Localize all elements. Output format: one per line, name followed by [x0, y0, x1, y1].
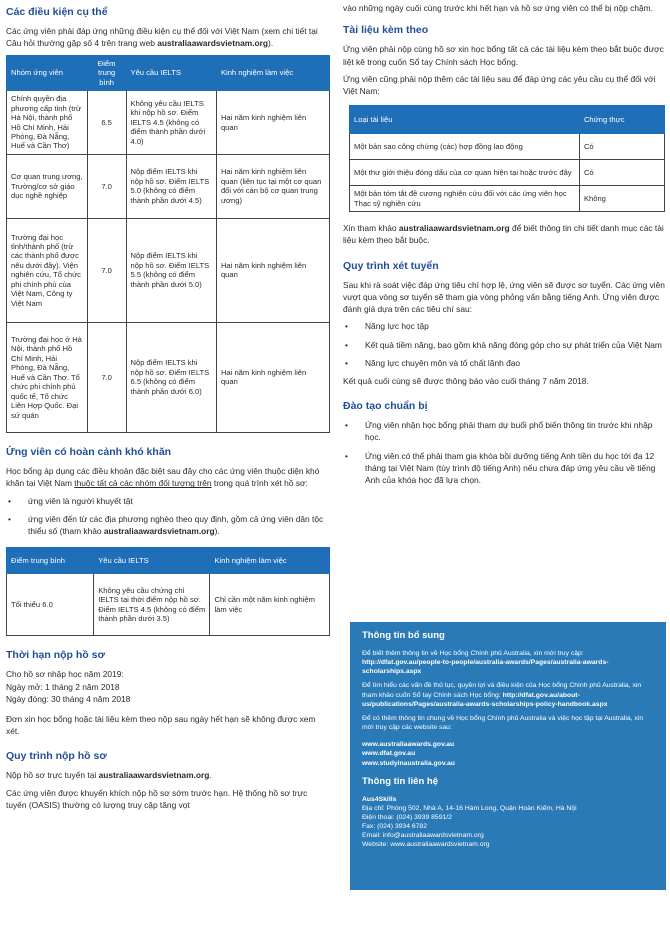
contact-org: Aus4Skills — [362, 795, 397, 803]
deadline-line: Cho hồ sơ nhập học năm 2019: — [6, 669, 124, 680]
deadline-open: Ngày mở: 1 tháng 2 năm 2018 — [6, 681, 120, 692]
selection-p1: Sau khi rà soát việc đáp ứng tiêu chí hợp lệ, ứng viên sẽ được sơ tuyển. Các ứng viên vượt qua vòng sơ tuyển sẽ tham gia vòng phỏng vấn bằng tiếng Anh. Ứng viên được đánh giá dựa trên các tiêu chí sau: — [343, 279, 665, 315]
table-row: Một thư giới thiệu đóng dấu của cơ quan hiện tại hoặc trước đây Có — [350, 160, 665, 186]
attachments-heading: Tài liệu kèm theo — [343, 24, 429, 37]
policy-handbook-link[interactable]: http://dfat.gov.au/about-us/publications/Pages/australia-awards-scholarships-policy-handbook.aspx — [362, 691, 608, 708]
col-header: Yêu cầu IELTS — [126, 55, 216, 90]
dfat-awards-link[interactable]: http://dfat.gov.au/people-to-people/australia-awards/Pages/australia-awards-scholarships.aspx — [362, 658, 609, 676]
website-link[interactable]: australiaawardsvietnam.org — [398, 223, 510, 234]
training-list — [343, 419, 665, 486]
attachments-p2: Ứng viên cũng phải nộp thêm các tài liệu sau để đáp ứng các yêu cầu cụ thể đối với Việt Nam: — [343, 73, 656, 96]
table-header-row — [7, 548, 330, 574]
disadvantaged-heading: Ứng viên có hoàn cảnh khó khăn — [6, 445, 172, 458]
deadline-heading: Thời hạn nộp hồ sơ — [6, 649, 105, 662]
list-item: • Kết quả tiềm năng, bao gồm khả năng đóng góp cho sự phát triển của Việt Nam — [343, 339, 665, 351]
contact-email[interactable]: Email: info@australiaawardsvietnam.org — [362, 832, 484, 840]
selection-heading: Quy trình xét tuyển — [343, 259, 439, 272]
website-link[interactable]: www.dfat.gov.au — [362, 750, 416, 758]
disadvantaged-table — [6, 547, 330, 636]
process-p1: Nộp hồ sơ trực tuyến tại australiaawardsvietnam.org. — [6, 770, 212, 781]
contact-title: Thông tin liên hệ — [362, 775, 438, 787]
list-item: • Năng lực học tập — [343, 320, 665, 332]
list-item: • ứng viên đến từ các địa phương nghèo theo quy định, gồm cả ứng viên dân tộc thiểu số (tham khảo australiaawardsvietnam.org). — [6, 513, 330, 537]
website-link[interactable]: www.studyinaustralia.gov.au — [362, 759, 455, 767]
disadvantaged-intro: Học bổng áp dụng các điều khoản đặc biệt sau đây cho các ứng viên thuộc diện khó khăn tại Việt Nam thuộc tất cả các nhóm đối tượng trên trong quá trình xét hồ sơ: — [6, 466, 320, 489]
website-link[interactable]: australiaawardsvietnam.org — [103, 525, 215, 536]
table-row: Trường đại học tỉnh/thành phố (trừ các thành phố được nêu dưới đây). Viện nghiên cứu, Tổ chức phi chính phủ của Việt Nam, Công ty Việt Nam 7.0 Nộp điểm IELTS khi nộp hồ sơ. Điểm IELTS 5.5 (không có điểm thành phần dưới 5.0) Hai năm kinh nghiệm liên quan — [7, 218, 330, 322]
col-header: Chứng thực — [579, 106, 664, 134]
info-box — [350, 622, 666, 890]
col-header: Kinh nghiệm làm việc — [216, 55, 329, 90]
table-row: Một bản tóm tắt đề cương nghiên cứu đối với các ứng viên học Thạc sỹ nghiên cứu Không — [350, 186, 665, 212]
table-row: Cơ quan trung ương, Trường/cơ sở giáo dục nghề nghiệp 7.0 Nộp điểm IELTS khi nộp hồ sơ. Điểm IELTS 5.0 (không có điểm thành phần dưới 4.5) Hai năm kinh nghiệm liên quan (liên tục tại một cơ quan đối với cán bộ cơ quan trung ương) — [7, 154, 330, 218]
col-header: Nhóm ứng viên — [7, 55, 88, 90]
eligibility-table — [6, 55, 330, 433]
table-header-row — [7, 55, 330, 90]
website-link[interactable]: australiaawardsvietnam.org — [157, 38, 269, 49]
eligibility-heading: Các điều kiện cụ thể — [6, 6, 108, 18]
website-link[interactable]: www.australiaawards.gov.au — [362, 741, 455, 749]
selection-result: Kết quả cuối cùng sẽ được thông báo vào cuối tháng 7 năm 2018. — [343, 375, 589, 386]
table-row: Chính quyền địa phương cấp tỉnh (trừ Hà Nội, thành phố Hồ Chí Minh, Hải Phòng, Đà Nẵng, Huế và Cần Thơ) 6.5 Không yêu cầu IELTS khi nộp hồ sơ. Điểm IELTS 4.5 (không có điểm thành phần dưới 4.0) Hai năm kinh nghiệm liên quan — [7, 91, 330, 155]
list-item: • Ứng viên có thể phải tham gia khóa bồi dưỡng tiếng Anh tiền du học tới đa 12 tháng tại Việt Nam (tùy trình độ tiếng Anh) nếu chưa đáp ứng yêu cầu về tiếng Anh của khóa học đã lựa chọn. — [343, 450, 665, 487]
right-column — [343, 0, 665, 492]
website-link[interactable]: australiaawardsvietnam.org — [98, 770, 210, 781]
process-p2: Các ứng viên được khuyến khích nộp hồ sơ sớm trước hạn. Hệ thống hồ sơ trực tuyến (OASIS) thường có lượng truy cập tăng vọt — [6, 787, 308, 810]
attachments-p1: Ứng viên phải nộp cùng hồ sơ xin học bổng tất cả các tài liệu kèm theo bắt buộc được liệt kê trong cuốn Sổ tay Chính sách Học bổng. — [343, 44, 664, 67]
col-header: Kinh nghiệm làm việc — [210, 548, 330, 574]
training-heading: Đào tạo chuẩn bị — [343, 400, 428, 413]
deadline-close: Ngày đóng: 30 tháng 4 năm 2018 — [6, 693, 131, 704]
table-header-row — [350, 106, 665, 134]
info-p3: Để có thêm thông tin chung về Học bổng Chính phủ Australia và việc học tập tại Australia, xin mời truy cập các website sau: — [362, 714, 644, 732]
left-column — [6, 0, 330, 816]
col-header: Loại tài liệu — [350, 106, 580, 134]
deadline-note: Đơn xin học bổng hoặc tài liệu kèm theo nộp sau ngày hết hạn sẽ không được xem xét. — [6, 713, 316, 737]
list-item: • ứng viên là người khuyết tật — [6, 495, 330, 507]
col-header: Điểm trung bình — [87, 55, 126, 90]
table-row: Trường đại học ở Hà Nội, thành phố Hồ Chí Minh, Hải Phòng, Đà Nẵng, Huế và Cần Thơ. Tổ chức phi chính phủ quốc tế, Tổ chức Liên Hợp Quốc. Đại sứ quán 7.0 Nộp điểm IELTS khi nộp hồ sơ. Điểm IELTS 6.5 (không có điểm thành phần dưới 6.0) Hai năm kinh nghiệm liên quan — [7, 322, 330, 432]
reference-text: Xin tham khảo australiaawardsvietnam.org để biết thông tin chi tiết danh mục các tài liệu kèm theo bắt buộc. — [343, 223, 664, 246]
eligibility-intro: Các ứng viên phải đáp ứng những điều kiện cụ thể đối với Việt Nam (xem chi tiết tại Câu hỏi thường gặp số 4 trên trang web australiaawardsvietnam.org). — [6, 26, 318, 49]
col-header: Điểm trung bình — [7, 548, 94, 574]
disadvantaged-list — [6, 495, 330, 538]
list-item: • Năng lực chuyên môn và tố chất lãnh đạo — [343, 357, 665, 369]
info-box-title: Thông tin bổ sung — [362, 630, 445, 641]
info-p2: Để tìm hiểu các vấn đề thủ tục, quyền lợi và điều kiện của Học bổng Chính phủ Australia, xin tham khảo cuốn Sổ tay Chính sách Học bổng: http://dfat.gov.au/about-us/publications/Pages/australia-awards-scholarships-policy-handbook.aspx — [362, 682, 642, 708]
contact-website[interactable]: Website: www.australiaawardsvietnam.org — [362, 841, 490, 849]
table-row: Một bản sao công chứng (các) hợp đồng lao động Có — [350, 134, 665, 160]
process-heading: Quy trình nộp hồ sơ — [6, 750, 107, 763]
col-header: Yêu cầu IELTS — [94, 548, 210, 574]
info-p1: Để biết thêm thông tin về Học bổng Chính phủ Australia, xin mời truy cập: http://dfat.gov.au/people-to-people/australia-awards/Pages/australia-awards-scholarships.aspx — [362, 649, 609, 676]
contact-fax: Fax: (024) 3934 6782 — [362, 823, 427, 831]
documents-table — [349, 105, 665, 212]
contact-address: Địa chỉ: Phòng 502, Nhà A, 14-16 Hàm Long, Quận Hoàn Kiếm, Hà Nội — [362, 804, 577, 812]
table-row: Tối thiểu 6.0 Không yêu cầu chứng chỉ IELTS tại thời điểm nộp hồ sơ. Điểm IELTS 4.5 (không có điểm thành phần dưới 3.5) Chỉ cần một năm kinh nghiệm làm việc — [7, 574, 330, 636]
continuation-text: vào những ngày cuối cùng trước khi hết hạn và hồ sơ ứng viên có thể bị nộp chậm. — [343, 3, 653, 13]
list-item: • Ứng viên nhận học bổng phải tham dự buổi phổ biến thông tin trước khi nhập học. — [343, 419, 665, 443]
selection-list — [343, 320, 665, 369]
contact-phone: Điện thoại: (024) 3939 8591/2 — [362, 813, 452, 821]
